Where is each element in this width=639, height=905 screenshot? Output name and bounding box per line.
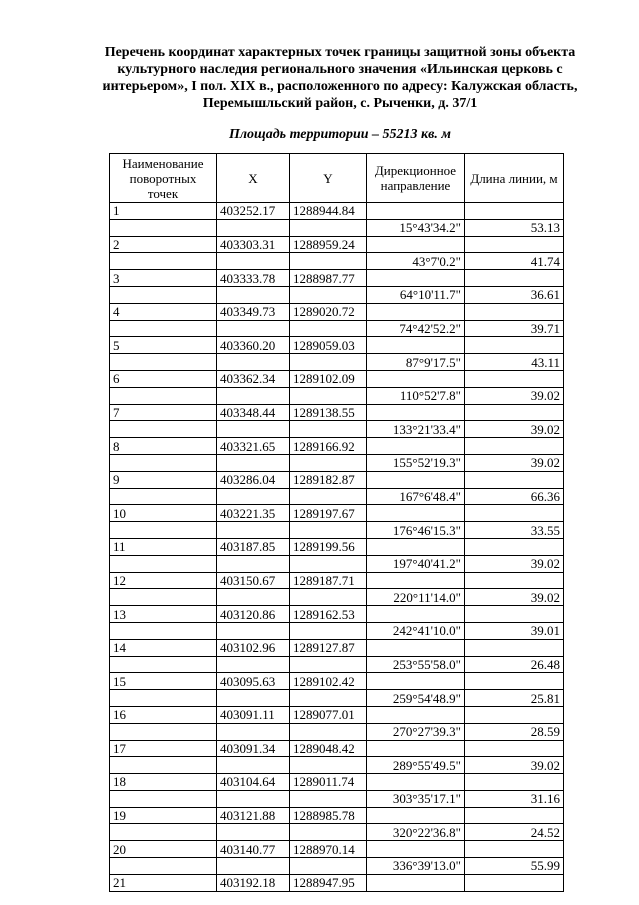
segment-length-cell: 24.52: [465, 824, 564, 841]
point-y-cell: 1288985.78: [290, 807, 367, 824]
segment-length-cell: 39.01: [465, 622, 564, 639]
empty-cell: [465, 774, 564, 791]
point-x-cell: 403104.64: [217, 774, 290, 791]
point-y-cell: 1288959.24: [290, 236, 367, 253]
point-name-cell: 4: [110, 303, 217, 320]
point-row: [110, 471, 564, 488]
segment-direction-cell: 253°55'58.0": [367, 656, 465, 673]
empty-cell: [290, 690, 367, 707]
point-y-cell: 1289102.09: [290, 370, 367, 387]
point-name-cell: 19: [110, 807, 217, 824]
segment-row: [110, 354, 564, 371]
segment-length-cell: 31.16: [465, 790, 564, 807]
point-row: [110, 874, 564, 891]
point-row: [110, 505, 564, 522]
point-x-cell: 403091.34: [217, 740, 290, 757]
point-name-cell: 18: [110, 774, 217, 791]
empty-cell: [465, 673, 564, 690]
empty-cell: [110, 454, 217, 471]
segment-row: [110, 690, 564, 707]
empty-cell: [465, 471, 564, 488]
empty-cell: [465, 236, 564, 253]
empty-cell: [290, 656, 367, 673]
empty-cell: [367, 370, 465, 387]
empty-cell: [465, 538, 564, 555]
segment-direction-cell: 270°27'39.3": [367, 723, 465, 740]
empty-cell: [465, 874, 564, 891]
empty-cell: [217, 320, 290, 337]
point-y-cell: 1289127.87: [290, 639, 367, 656]
point-y-cell: 1289199.56: [290, 538, 367, 555]
point-x-cell: 403349.73: [217, 303, 290, 320]
point-x-cell: 403095.63: [217, 673, 290, 690]
empty-cell: [367, 874, 465, 891]
point-y-cell: 1289011.74: [290, 774, 367, 791]
empty-cell: [290, 858, 367, 875]
point-row: [110, 639, 564, 656]
empty-cell: [217, 286, 290, 303]
segment-direction-cell: 15°43'34.2": [367, 219, 465, 236]
empty-cell: [217, 253, 290, 270]
empty-cell: [290, 421, 367, 438]
empty-cell: [217, 421, 290, 438]
point-name-cell: 14: [110, 639, 217, 656]
point-row: [110, 572, 564, 589]
empty-cell: [465, 337, 564, 354]
point-name-cell: 5: [110, 337, 217, 354]
point-x-cell: 403333.78: [217, 270, 290, 287]
empty-cell: [367, 505, 465, 522]
segment-direction-cell: 43°7'0.2": [367, 253, 465, 270]
point-name-cell: 10: [110, 505, 217, 522]
empty-cell: [110, 589, 217, 606]
segment-length-cell: 39.02: [465, 589, 564, 606]
point-name-cell: 6: [110, 370, 217, 387]
point-row: [110, 404, 564, 421]
empty-cell: [367, 538, 465, 555]
point-row: [110, 740, 564, 757]
empty-cell: [367, 337, 465, 354]
empty-cell: [367, 841, 465, 858]
point-y-cell: 1289048.42: [290, 740, 367, 757]
empty-cell: [290, 555, 367, 572]
point-y-cell: 1289162.53: [290, 606, 367, 623]
empty-cell: [290, 253, 367, 270]
segment-length-cell: 39.02: [465, 555, 564, 572]
coordinates-table: [109, 153, 564, 892]
point-y-cell: 1289077.01: [290, 706, 367, 723]
empty-cell: [217, 555, 290, 572]
empty-cell: [217, 622, 290, 639]
point-y-cell: 1289187.71: [290, 572, 367, 589]
segment-direction-cell: 289°55'49.5": [367, 757, 465, 774]
segment-row: [110, 454, 564, 471]
segment-direction-cell: 220°11'14.0": [367, 589, 465, 606]
empty-cell: [290, 454, 367, 471]
segment-length-cell: 28.59: [465, 723, 564, 740]
point-y-cell: 1289020.72: [290, 303, 367, 320]
point-y-cell: 1288944.84: [290, 203, 367, 220]
empty-cell: [110, 253, 217, 270]
table-header-row: [110, 154, 564, 203]
point-row: [110, 774, 564, 791]
empty-cell: [290, 219, 367, 236]
point-row: [110, 706, 564, 723]
point-name-cell: 21: [110, 874, 217, 891]
empty-cell: [110, 656, 217, 673]
segment-row: [110, 824, 564, 841]
segment-length-cell: 39.02: [465, 421, 564, 438]
empty-cell: [217, 690, 290, 707]
point-row: [110, 270, 564, 287]
empty-cell: [290, 589, 367, 606]
point-x-cell: 403303.31: [217, 236, 290, 253]
empty-cell: [367, 203, 465, 220]
header-y: Y: [290, 154, 367, 203]
empty-cell: [465, 606, 564, 623]
empty-cell: [367, 606, 465, 623]
empty-cell: [110, 824, 217, 841]
point-row: [110, 807, 564, 824]
empty-cell: [110, 354, 217, 371]
segment-length-cell: 39.02: [465, 454, 564, 471]
point-row: [110, 303, 564, 320]
point-y-cell: 1289182.87: [290, 471, 367, 488]
empty-cell: [290, 757, 367, 774]
empty-cell: [367, 236, 465, 253]
segment-length-cell: 41.74: [465, 253, 564, 270]
segment-row: [110, 488, 564, 505]
point-x-cell: 403348.44: [217, 404, 290, 421]
document-title: Перечень координат характерных точек границы защитной зоны объекта культурного наследия регионального значения «Ильинская церковь с интерьером», I пол. XIX в., расположенного по адресу: Калужская область, Перемышльский район, с. Рыченки, д. 37/1: [102, 45, 578, 111]
segment-direction-cell: 176°46'15.3": [367, 522, 465, 539]
point-row: [110, 337, 564, 354]
segment-direction-cell: 259°54'48.9": [367, 690, 465, 707]
segment-length-cell: 39.02: [465, 387, 564, 404]
empty-cell: [465, 639, 564, 656]
segment-row: [110, 555, 564, 572]
point-x-cell: 403121.88: [217, 807, 290, 824]
point-name-cell: 3: [110, 270, 217, 287]
empty-cell: [290, 622, 367, 639]
point-x-cell: 403140.77: [217, 841, 290, 858]
segment-row: [110, 622, 564, 639]
empty-cell: [110, 219, 217, 236]
point-x-cell: 403286.04: [217, 471, 290, 488]
point-y-cell: 1289197.67: [290, 505, 367, 522]
point-y-cell: 1289138.55: [290, 404, 367, 421]
segment-length-cell: 39.02: [465, 757, 564, 774]
empty-cell: [110, 522, 217, 539]
segment-row: [110, 589, 564, 606]
empty-cell: [465, 404, 564, 421]
empty-cell: [290, 320, 367, 337]
segment-length-cell: 33.55: [465, 522, 564, 539]
empty-cell: [110, 757, 217, 774]
segment-direction-cell: 336°39'13.0": [367, 858, 465, 875]
point-name-cell: 1: [110, 203, 217, 220]
segment-length-cell: 66.36: [465, 488, 564, 505]
segment-length-cell: 43.11: [465, 354, 564, 371]
segment-direction-cell: 74°42'52.2": [367, 320, 465, 337]
empty-cell: [290, 790, 367, 807]
segment-row: [110, 320, 564, 337]
empty-cell: [290, 824, 367, 841]
point-name-cell: 9: [110, 471, 217, 488]
point-row: [110, 673, 564, 690]
point-y-cell: 1289102.42: [290, 673, 367, 690]
segment-row: [110, 219, 564, 236]
empty-cell: [110, 622, 217, 639]
segment-direction-cell: 197°40'41.2": [367, 555, 465, 572]
point-name-cell: 17: [110, 740, 217, 757]
empty-cell: [217, 219, 290, 236]
segment-row: [110, 757, 564, 774]
segment-row: [110, 858, 564, 875]
empty-cell: [465, 303, 564, 320]
empty-cell: [217, 656, 290, 673]
empty-cell: [217, 454, 290, 471]
segment-length-cell: 25.81: [465, 690, 564, 707]
segment-row: [110, 656, 564, 673]
empty-cell: [217, 723, 290, 740]
header-length: Длина линии, м: [465, 154, 564, 203]
empty-cell: [290, 488, 367, 505]
point-x-cell: 403192.18: [217, 874, 290, 891]
segment-direction-cell: 110°52'7.8": [367, 387, 465, 404]
point-row: [110, 370, 564, 387]
segment-length-cell: 26.48: [465, 656, 564, 673]
point-name-cell: 2: [110, 236, 217, 253]
point-name-cell: 12: [110, 572, 217, 589]
empty-cell: [110, 421, 217, 438]
segment-direction-cell: 303°35'17.1": [367, 790, 465, 807]
empty-cell: [367, 807, 465, 824]
empty-cell: [465, 270, 564, 287]
segment-row: [110, 790, 564, 807]
point-y-cell: 1288947.95: [290, 874, 367, 891]
empty-cell: [217, 790, 290, 807]
segment-row: [110, 522, 564, 539]
empty-cell: [367, 404, 465, 421]
point-x-cell: 403221.35: [217, 505, 290, 522]
segment-length-cell: 55.99: [465, 858, 564, 875]
point-y-cell: 1288987.77: [290, 270, 367, 287]
point-name-cell: 16: [110, 706, 217, 723]
empty-cell: [110, 723, 217, 740]
point-name-cell: 15: [110, 673, 217, 690]
segment-direction-cell: 155°52'19.3": [367, 454, 465, 471]
empty-cell: [110, 555, 217, 572]
empty-cell: [110, 858, 217, 875]
empty-cell: [465, 807, 564, 824]
point-row: [110, 236, 564, 253]
empty-cell: [465, 841, 564, 858]
segment-row: [110, 253, 564, 270]
segment-length-cell: 36.61: [465, 286, 564, 303]
empty-cell: [465, 505, 564, 522]
point-name-cell: 11: [110, 538, 217, 555]
point-x-cell: 403150.67: [217, 572, 290, 589]
point-x-cell: 403321.65: [217, 438, 290, 455]
empty-cell: [217, 488, 290, 505]
empty-cell: [290, 286, 367, 303]
point-row: [110, 538, 564, 555]
territory-area: Площадь территории – 55213 кв. м: [228, 127, 451, 142]
empty-cell: [110, 690, 217, 707]
empty-cell: [367, 270, 465, 287]
point-x-cell: 403362.34: [217, 370, 290, 387]
empty-cell: [217, 387, 290, 404]
empty-cell: [367, 471, 465, 488]
segment-row: [110, 421, 564, 438]
point-row: [110, 841, 564, 858]
empty-cell: [217, 354, 290, 371]
empty-cell: [110, 387, 217, 404]
point-x-cell: 403360.20: [217, 337, 290, 354]
empty-cell: [290, 387, 367, 404]
point-y-cell: 1289059.03: [290, 337, 367, 354]
empty-cell: [367, 740, 465, 757]
segment-row: [110, 723, 564, 740]
header-point-name: Наименование поворотных точек: [110, 154, 217, 203]
empty-cell: [367, 438, 465, 455]
point-name-cell: 13: [110, 606, 217, 623]
empty-cell: [217, 757, 290, 774]
segment-length-cell: 39.71: [465, 320, 564, 337]
empty-cell: [465, 438, 564, 455]
point-y-cell: 1288970.14: [290, 841, 367, 858]
empty-cell: [367, 774, 465, 791]
point-x-cell: 403187.85: [217, 538, 290, 555]
point-y-cell: 1289166.92: [290, 438, 367, 455]
point-row: [110, 203, 564, 220]
empty-cell: [465, 572, 564, 589]
segment-direction-cell: 167°6'48.4": [367, 488, 465, 505]
segment-direction-cell: 242°41'10.0": [367, 622, 465, 639]
empty-cell: [290, 522, 367, 539]
empty-cell: [367, 572, 465, 589]
header-direction: Дирекционное направление: [367, 154, 465, 203]
empty-cell: [110, 286, 217, 303]
empty-cell: [110, 790, 217, 807]
empty-cell: [290, 354, 367, 371]
segment-direction-cell: 133°21'33.4": [367, 421, 465, 438]
empty-cell: [217, 522, 290, 539]
empty-cell: [217, 858, 290, 875]
empty-cell: [110, 320, 217, 337]
point-name-cell: 7: [110, 404, 217, 421]
empty-cell: [290, 723, 367, 740]
header-x: X: [217, 154, 290, 203]
empty-cell: [217, 589, 290, 606]
point-name-cell: 8: [110, 438, 217, 455]
empty-cell: [465, 370, 564, 387]
empty-cell: [110, 488, 217, 505]
point-row: [110, 438, 564, 455]
empty-cell: [367, 673, 465, 690]
point-x-cell: 403252.17: [217, 203, 290, 220]
empty-cell: [367, 639, 465, 656]
point-x-cell: 403091.11: [217, 706, 290, 723]
point-row: [110, 606, 564, 623]
empty-cell: [465, 740, 564, 757]
segment-direction-cell: 320°22'36.8": [367, 824, 465, 841]
segment-direction-cell: 87°9'17.5": [367, 354, 465, 371]
segment-row: [110, 286, 564, 303]
segment-direction-cell: 64°10'11.7": [367, 286, 465, 303]
empty-cell: [367, 303, 465, 320]
coordinates-table-body: [110, 203, 564, 892]
point-x-cell: 403120.86: [217, 606, 290, 623]
segment-row: [110, 387, 564, 404]
point-x-cell: 403102.96: [217, 639, 290, 656]
empty-cell: [367, 706, 465, 723]
segment-length-cell: 53.13: [465, 219, 564, 236]
empty-cell: [465, 706, 564, 723]
point-name-cell: 20: [110, 841, 217, 858]
empty-cell: [465, 203, 564, 220]
empty-cell: [217, 824, 290, 841]
